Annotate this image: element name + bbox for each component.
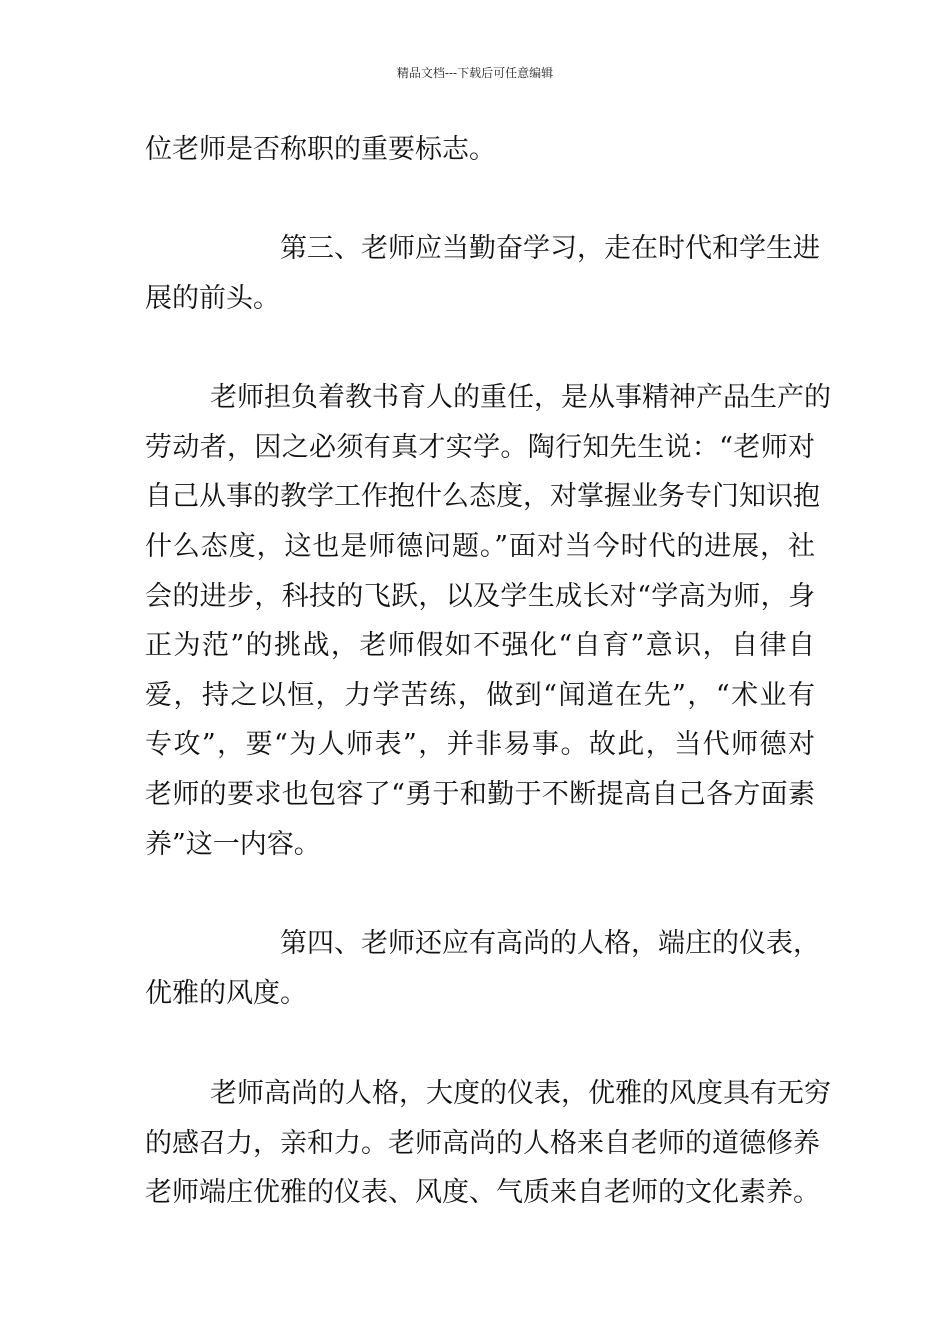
- section-heading-line: 第四、老师还应有高尚的人格，端庄的仪表，: [280, 928, 820, 959]
- paragraph-line: 养”这一内容。: [145, 829, 321, 860]
- paragraph-line: 老师端庄优雅的仪表、风度、气质来自老师的文化素养。: [145, 1177, 820, 1208]
- section-heading-line: 展的前头。: [145, 283, 280, 314]
- paragraph-line: 的感召力，亲和力。老师高尚的人格来自老师的道德修养: [145, 1128, 820, 1159]
- paragraph-line: 老师的要求也包容了“勇于和勤于不断提高自己各方面素: [145, 779, 815, 810]
- paragraph-line: 自己从事的教学工作抱什么态度，对掌握业务专门知识抱: [145, 481, 820, 512]
- paragraph-line: 会的进步，科技的飞跃，以及学生成长对“学高为师，身: [145, 581, 815, 612]
- paragraph-line: 爱，持之以恒，力学苦练，做到“闻道在先”，“术业有: [145, 680, 815, 711]
- paragraph-line: 什么态度，这也是师德问题。”面对当今时代的进展，社: [145, 531, 815, 562]
- page-header: 精品文档---下载后可任意编辑: [396, 66, 554, 80]
- section-heading-line: 第三、老师应当勤奋学习，走在时代和学生进: [280, 233, 820, 264]
- text-line: 位老师是否称职的重要标志。: [145, 134, 496, 165]
- paragraph-line: 老师高尚的人格，大度的仪表，优雅的风度具有无穷: [210, 1078, 831, 1109]
- paragraph-line: 老师担负着教书育人的重任，是从事精神产品生产的: [210, 382, 831, 413]
- paragraph-line: 劳动者，因之必须有真才实学。陶行知先生说：“老师对: [145, 432, 815, 463]
- paragraph-line: 专攻”，要“为人师表”，并非易事。故此，当代师德对: [145, 729, 815, 760]
- paragraph-line: 正为范”的挑战，老师假如不强化“自育”意识，自律自: [145, 630, 815, 661]
- section-heading-line: 优雅的风度。: [145, 978, 307, 1009]
